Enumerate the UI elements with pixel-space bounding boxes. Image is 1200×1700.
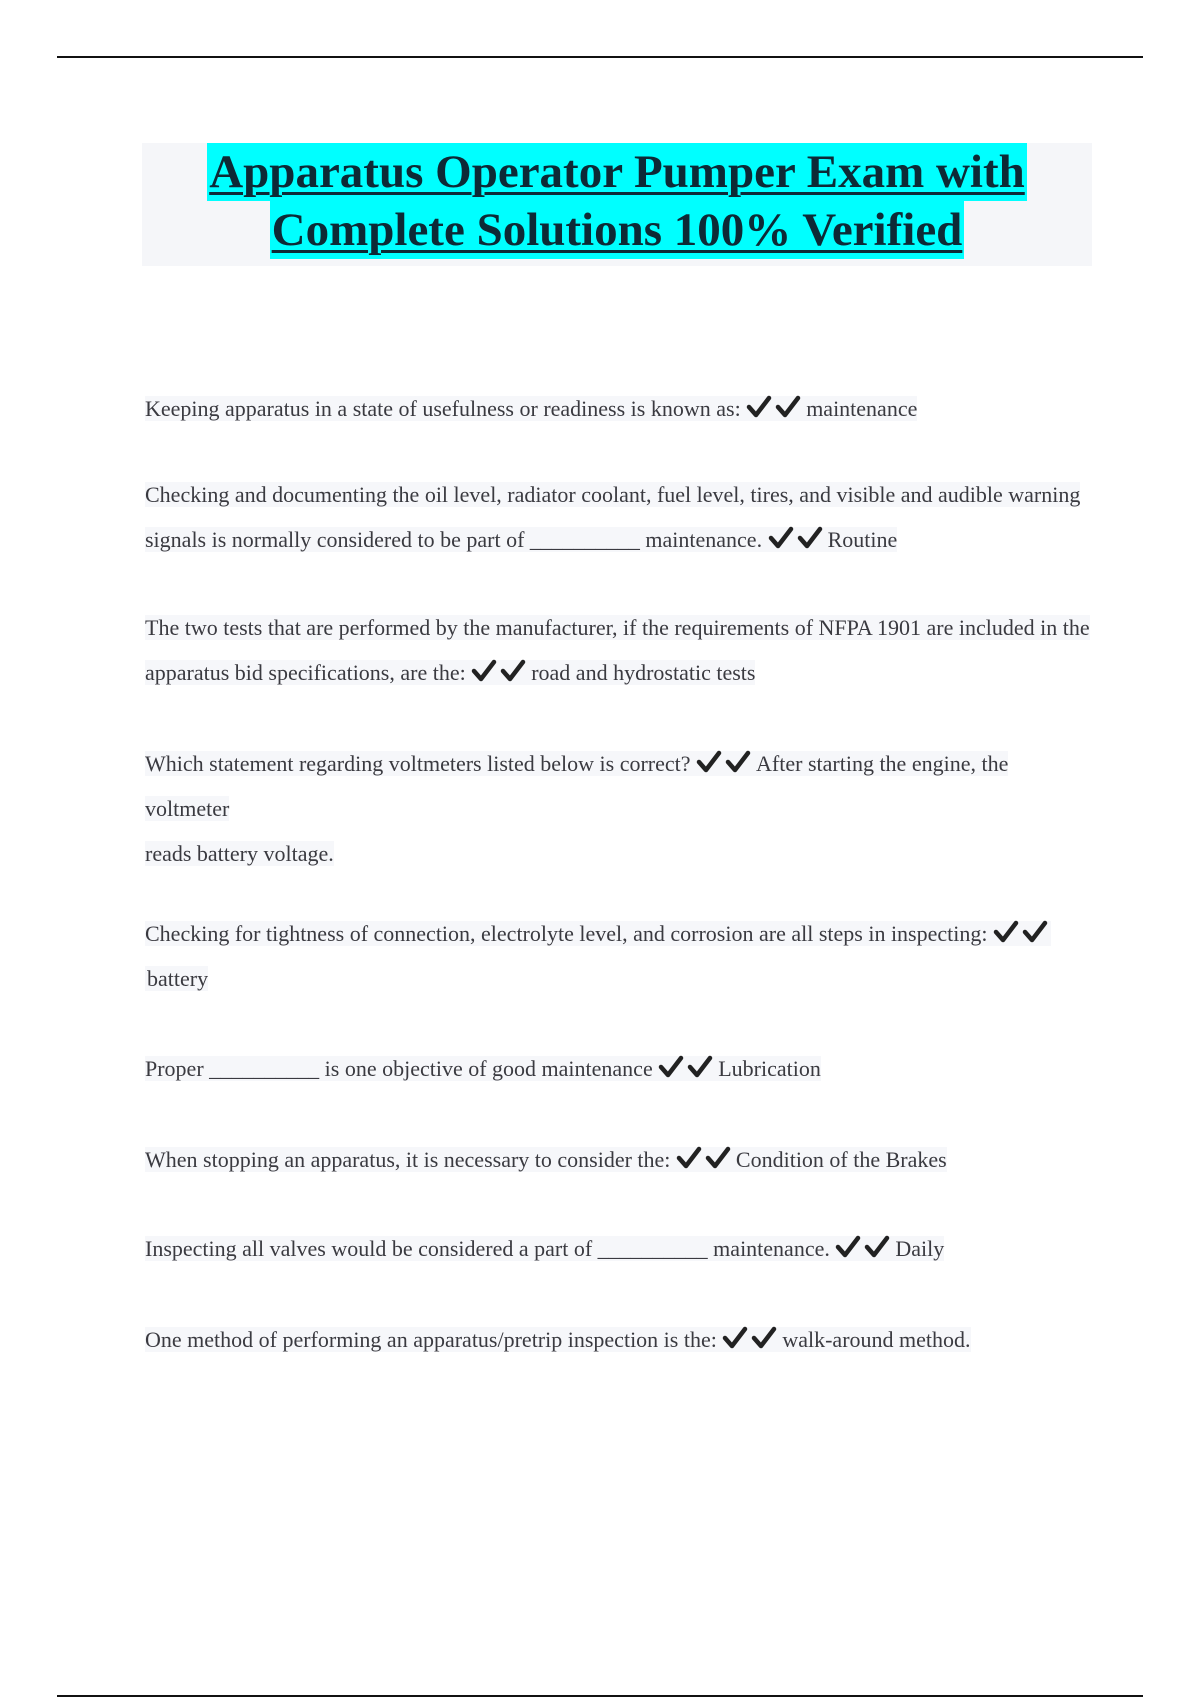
check-icon: [725, 749, 751, 775]
question-text: Keeping apparatus in a state of usefulness or readiness is known as:: [145, 396, 741, 421]
title-line-1: Apparatus Operator Pumper Exam with: [207, 143, 1027, 201]
qa-item: [145, 472, 1095, 562]
answer-text: walk-around method.: [782, 1327, 971, 1352]
answer-text: maintenance: [806, 396, 918, 421]
check-icon: [658, 1054, 684, 1080]
check-icon: [835, 1234, 861, 1260]
check-icon: [705, 1145, 731, 1171]
question-text: One method of performing an apparatus/pretrip inspection is the:: [145, 1327, 717, 1352]
question-text: Checking for tightness of connection, electrolyte level, and corrosion are all steps in inspecting:: [145, 921, 988, 946]
question-text: When stopping an apparatus, it is necessary to consider the:: [145, 1147, 671, 1172]
qa-item: [145, 1226, 1095, 1271]
title-line-2: Complete Solutions 100% Verified: [270, 201, 965, 259]
answer-text: Lubrication: [718, 1056, 821, 1081]
answer-text: Daily: [895, 1236, 945, 1261]
check-icon: [775, 394, 801, 420]
check-icon: [687, 1054, 713, 1080]
qa-item: [145, 741, 1095, 876]
qa-item: [145, 386, 1095, 431]
question-text: Which statement regarding voltmeters listed below is correct?: [145, 751, 691, 776]
qa-item: [145, 1137, 1095, 1182]
check-icon: [746, 394, 772, 420]
qa-item: [145, 1046, 1095, 1091]
check-icon: [676, 1145, 702, 1171]
qa-item: [145, 605, 1095, 695]
check-icon: [797, 525, 823, 551]
check-icon: [751, 1325, 777, 1351]
question-text: The two tests that are performed by the manufacturer, if the requirements of NFPA 1901 are included in the apparatus bid specifications, are the:: [145, 615, 1090, 685]
check-icon: [471, 658, 497, 684]
qa-item: [145, 1317, 1095, 1362]
answer-text: Condition of the Brakes: [735, 1147, 947, 1172]
question-text: Checking and documenting the oil level, radiator coolant, fuel level, tires, and visible and audible warning signals is normally considered to be part of __________ maintenance.: [145, 482, 1081, 552]
check-icon: [500, 658, 526, 684]
qa-item: [145, 911, 1095, 1001]
check-icon: [696, 749, 722, 775]
answer-text: battery: [147, 966, 209, 991]
question-text: Inspecting all valves would be considered a part of __________ maintenance.: [145, 1236, 830, 1261]
top-rule: [57, 56, 1143, 58]
answer-text: Routine: [827, 527, 898, 552]
answer-text: road and hydrostatic tests: [531, 660, 756, 685]
check-icon: [993, 919, 1019, 945]
question-text: Proper __________ is one objective of good maintenance: [145, 1056, 653, 1081]
check-icon: [722, 1325, 748, 1351]
answer-text: After starting the engine, the voltmeter: [145, 751, 1009, 821]
answer-continuation: reads battery voltage.: [145, 841, 334, 866]
check-icon: [864, 1234, 890, 1260]
bottom-rule: [57, 1695, 1143, 1697]
check-icon: [768, 525, 794, 551]
check-icon: [1022, 919, 1048, 945]
title-block: [142, 143, 1092, 266]
